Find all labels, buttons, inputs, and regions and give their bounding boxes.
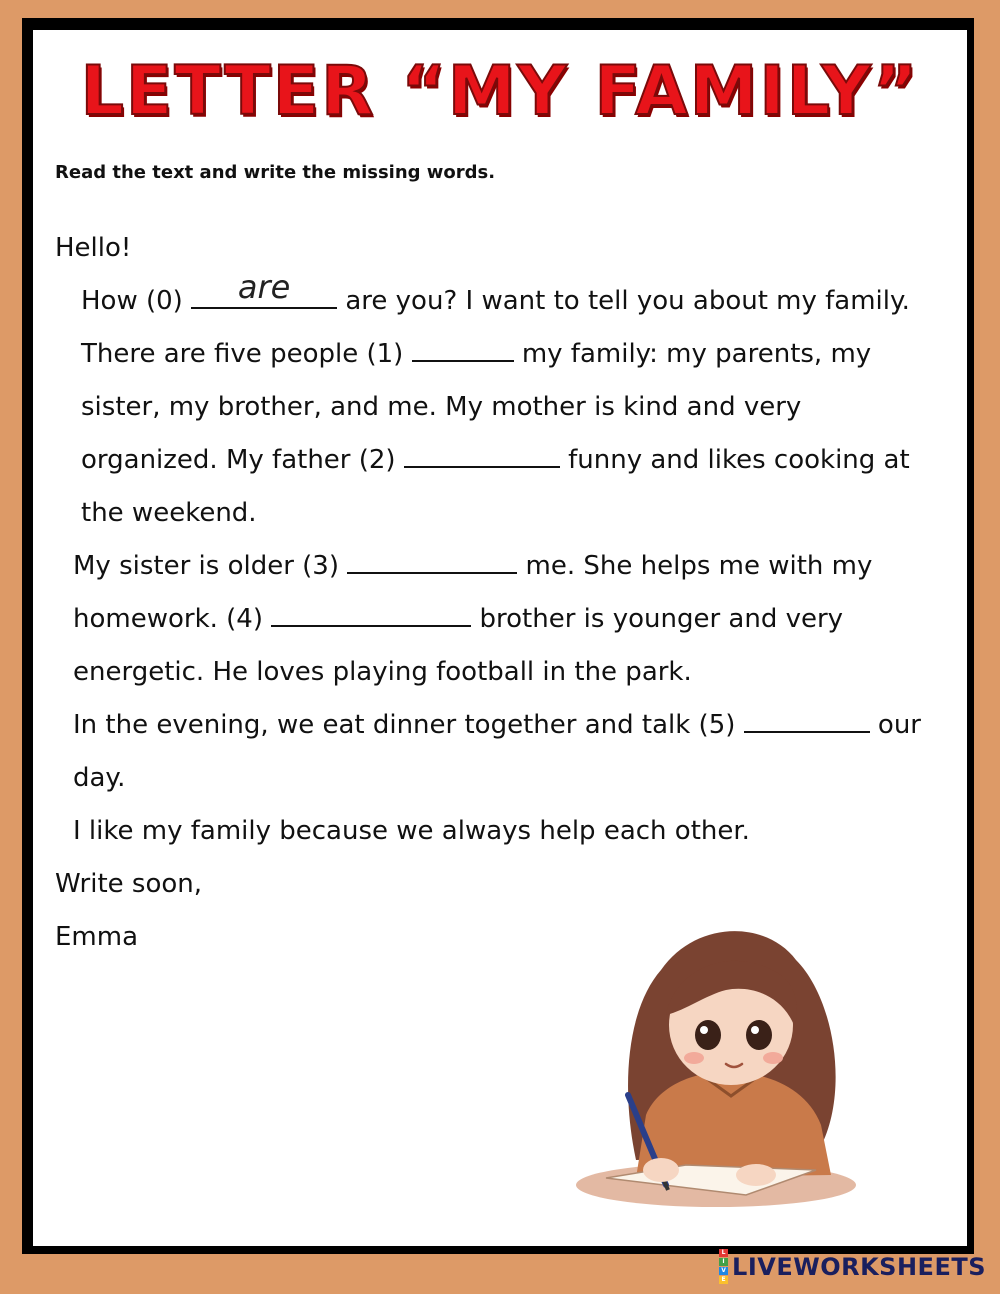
letter-paragraph-4: I like my family because we always help each other. (73, 816, 750, 846)
logo-cube: V (719, 1267, 728, 1275)
letter-greeting: Hello! (55, 233, 132, 263)
right-eye (746, 1020, 772, 1050)
answer-blank-4[interactable] (271, 603, 471, 627)
answer-blank-3[interactable] (347, 550, 517, 574)
worksheet-title: LETTER “MY FAMILY” (80, 52, 920, 131)
letter-text: my family: my parents, my sister, my brother, and me. My mother is kind and very organized. My father (2) (81, 339, 872, 475)
letter-text: brother is younger and very energetic. He loves playing football in the park. (73, 604, 844, 687)
left-eye (695, 1020, 721, 1050)
letter-text: me. She helps me with my homework. (4) (73, 551, 873, 634)
letter-paragraph-2 (55, 540, 935, 699)
liveworksheets-logo (719, 1249, 986, 1284)
right-hand (736, 1164, 776, 1186)
letter-closing: Write soon, (55, 869, 203, 899)
logo-cube: I (719, 1258, 728, 1266)
girl-writing-illustration (566, 900, 884, 1220)
logo-cubes-icon (719, 1249, 728, 1284)
letter-text: are you? I want to tell you about my family. (337, 286, 910, 316)
right-cheek (763, 1052, 783, 1064)
answer-blank-2[interactable] (404, 444, 560, 468)
letter-text: funny and likes cooking at the weekend. (81, 445, 910, 528)
letter-paragraph-1 (55, 328, 935, 540)
answer-0-text: are (237, 268, 291, 306)
answer-blank-5[interactable] (744, 709, 870, 733)
letter-signature: Emma (55, 922, 139, 952)
letter-text: How (0) (81, 286, 192, 316)
answer-blank-1[interactable] (412, 338, 514, 362)
letter-text: My sister is older (3) (73, 551, 348, 581)
logo-text: LIVEWORKSHEETS (732, 1252, 986, 1281)
letter-paragraph-0 (55, 268, 935, 328)
letter-text: In the evening, we eat dinner together and talk (5) (73, 710, 744, 740)
letter-text: There are five people (1) (81, 339, 412, 369)
letter-text: our day. (73, 710, 921, 793)
logo-cube: L (719, 1249, 728, 1257)
left-hand (643, 1158, 679, 1182)
letter-body (55, 222, 935, 964)
letter-paragraph-3 (55, 699, 935, 805)
instruction-text: Read the text and write the missing words. (55, 162, 496, 183)
answer-blank-0[interactable] (191, 268, 337, 309)
left-cheek (684, 1052, 704, 1064)
logo-cube: E (719, 1276, 728, 1284)
